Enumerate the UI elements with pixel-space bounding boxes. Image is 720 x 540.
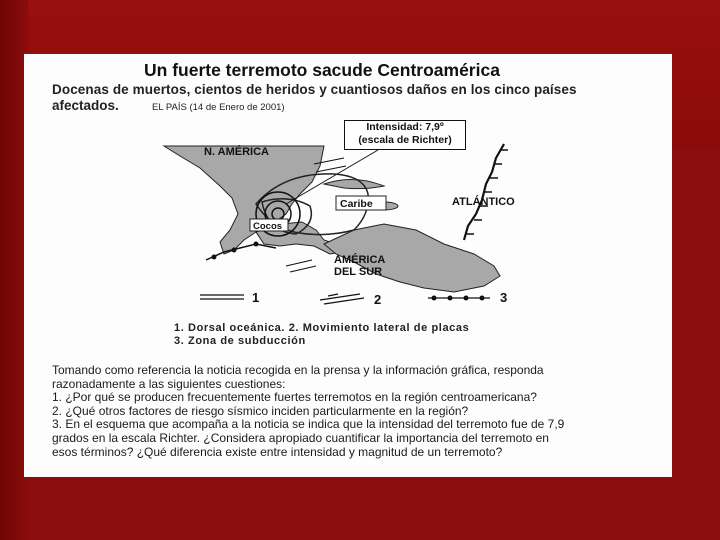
legend-subduction-dot xyxy=(448,296,453,301)
lateral-arrows-south xyxy=(286,260,316,272)
legend-subduction-dot xyxy=(464,296,469,301)
subduction-marker xyxy=(212,255,217,260)
question-3-line1: 3. En el esquema que acompaña a la noticia se indica que la intensidad del terremoto fue de 7,9 xyxy=(52,417,565,432)
article-source: EL PAÍS (14 de Enero de 2001) xyxy=(152,102,285,113)
article-subtitle-line2: afectados. xyxy=(52,98,119,113)
question-3-line2: grados en la escala Richter. ¿Considera apropiado cuantificar la importancia del terremoto en xyxy=(52,430,549,445)
intensity-value: Intensidad: 7,9º xyxy=(366,121,444,133)
assignment-text xyxy=(52,364,664,459)
legend-caption xyxy=(174,322,469,348)
label-south-america-line1: AMÉRICA xyxy=(334,254,386,266)
intensity-scale: (escala de Richter) xyxy=(358,134,452,146)
label-caribe: Caribe xyxy=(340,198,373,210)
caribbean-islands xyxy=(324,179,384,188)
article-subtitle-line1: Docenas de muertos, cientos de heridos y cuantiosos daños en los cinco países xyxy=(52,82,577,97)
label-south-america-line2: DEL SUR xyxy=(334,266,383,278)
label-atlantico: ATLÁNTICO xyxy=(452,196,515,208)
subduction-marker xyxy=(232,248,237,253)
scanned-document xyxy=(24,54,672,477)
instructions-line2: razonadamente a las siguientes cuestiones: xyxy=(52,376,286,391)
legend-caption-line1: 1. Dorsal oceánica. 2. Movimiento lateral de placas xyxy=(174,322,470,334)
label-north-america: N. AMÉRICA xyxy=(204,146,269,158)
legend-caption-line2: 3. Zona de subducción xyxy=(174,335,306,347)
instructions-line1: Tomando como referencia la noticia recogida en la prensa y la información gráfica, responda xyxy=(52,363,544,377)
label-cocos: Cocos xyxy=(253,221,283,232)
question-3-line3: esos términos? ¿Qué diferencia existe entre intensidad y magnitud de un terremoto? xyxy=(52,444,503,459)
subduction-marker xyxy=(254,242,259,247)
question-2: 2. ¿Qué otros factores de riesgo sísmico inciden particularmente en la región? xyxy=(52,403,469,418)
legend-number-1: 1 xyxy=(252,290,260,305)
legend-number-3: 3 xyxy=(500,290,508,305)
legend-lateral-movement-symbol xyxy=(320,294,364,304)
subduction-zone-pacific xyxy=(206,244,276,260)
question-1: 1. ¿Por qué se producen frecuentemente fuertes terremotos en la región centroamericana? xyxy=(52,390,537,405)
legend-number-2: 2 xyxy=(374,292,382,307)
article-title: Un fuerte terremoto sacude Centroamérica xyxy=(144,60,500,80)
legend-subduction-dot xyxy=(432,296,437,301)
legend-subduction-dot xyxy=(480,296,485,301)
intensity-callout xyxy=(344,120,466,150)
